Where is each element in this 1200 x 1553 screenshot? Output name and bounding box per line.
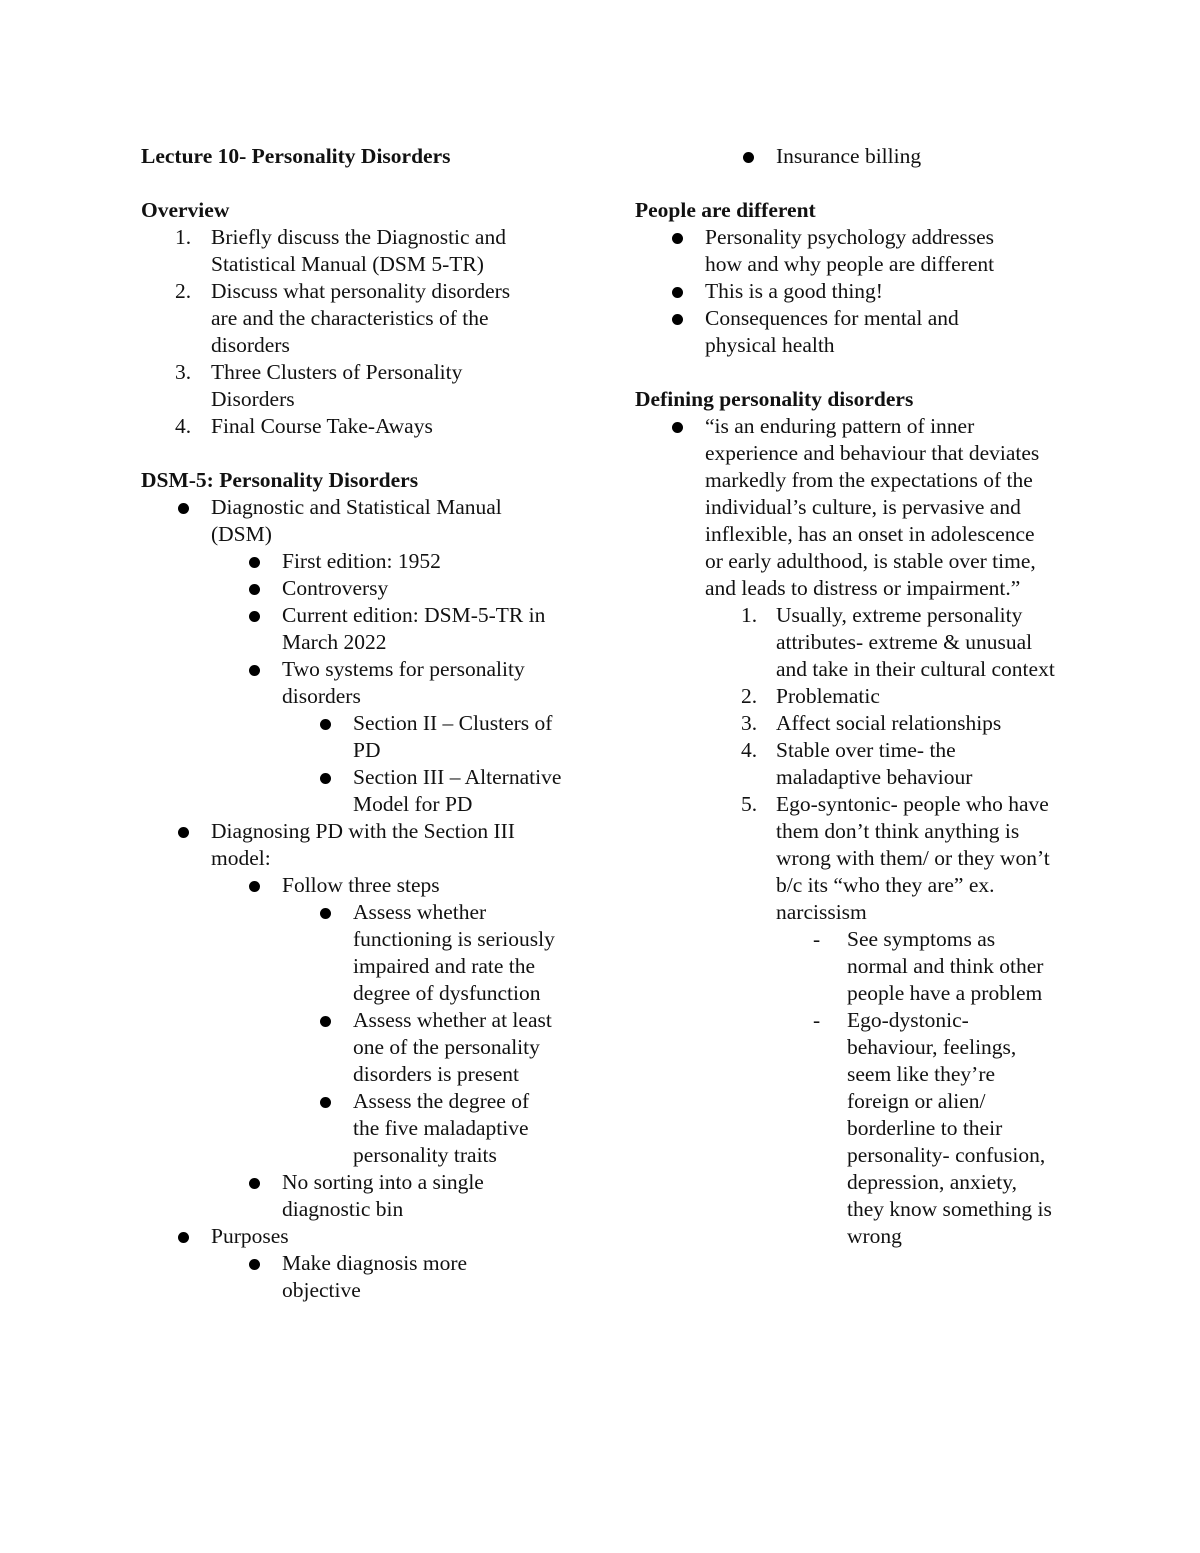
list-item [635,710,1075,737]
left-column [141,143,581,1304]
bullet-text: No sorting into a single diagnostic bin [282,1170,484,1221]
bullet-item [141,1250,581,1304]
bullet-icon [178,503,189,514]
list-number: 4. [175,414,192,438]
bullet-item [141,494,581,548]
page-title: Lecture 10- Personality Disorders [141,144,451,168]
list-item [635,791,1075,926]
list-item-text: Final Course Take-Aways [211,414,433,438]
bullet-item [141,1007,581,1088]
bullet-text: Section III – Alternative Model for PD [353,765,562,816]
bullet-item [635,413,1075,602]
list-number: 5. [741,792,758,816]
bullet-icon [249,1259,260,1270]
list-number: 3. [175,360,192,384]
bullet-text: Purposes [211,1224,289,1248]
bullet-item [141,548,581,575]
bullet-item [141,1088,581,1169]
bullet-text: First edition: 1952 [282,549,441,573]
list-number: 3. [741,711,758,735]
bullet-item [141,656,581,710]
bullet-text: Assess whether functioning is seriously impaired and rate the degree of dysfunction [353,900,555,1005]
bullet-text: Section II – Clusters of PD [353,711,553,762]
list-item-text: Usually, extreme personality attributes- extreme & unusual and take in their cultural context [776,603,1055,681]
dsm-heading: DSM-5: Personality Disorders [141,468,419,492]
bullet-icon [249,1178,260,1189]
bullet-icon [178,1232,189,1243]
bullet-icon [249,881,260,892]
dash-text: See symptoms as normal and think other people have a problem [847,927,1044,1005]
bullet-icon [672,422,683,433]
bullet-item [141,818,581,872]
list-number: 1. [175,225,192,249]
definition-quote: “is an enduring pattern of inner experience and behaviour that deviates markedly from the expectations of the individual’s culture, is pervasive and inflexible, has an onset in adolescence or early adulthood, is stable over time, and leads to distress or impairment.” [705,414,1040,600]
dash-icon: - [813,1008,821,1032]
list-item [635,737,1075,791]
list-item-text: Affect social relationships [776,711,1002,735]
bullet-icon [743,152,754,163]
bullet-text: Two systems for personality disorders [282,657,525,708]
list-number: 4. [741,738,758,762]
bullet-text: Consequences for mental and physical health [705,306,959,357]
bullet-item [635,224,1075,278]
bullet-item [635,278,1075,305]
list-item-text: Discuss what personality disorders are and the characteristics of the disorders [211,279,511,357]
bullet-icon [672,314,683,325]
list-item [141,413,581,440]
bullet-text: Assess whether at least one of the personality disorders is present [353,1008,552,1086]
overview-heading: Overview [141,198,230,222]
bullet-icon [320,773,331,784]
bullet-text: Personality psychology addresses how and why people are different [705,225,995,276]
list-item [141,278,581,359]
bullet-icon [320,1016,331,1027]
defining-heading: Defining personality disorders [635,387,914,411]
bullet-icon [320,908,331,919]
bullet-item [635,305,1075,359]
bullet-text: Controversy [282,576,389,600]
bullet-icon [249,584,260,595]
bullet-icon [320,719,331,730]
bullet-icon [672,287,683,298]
bullet-icon [249,611,260,622]
list-item [635,602,1075,683]
bullet-text: Follow three steps [282,873,440,897]
list-item-text: Problematic [776,684,880,708]
bullet-text: This is a good thing! [705,279,883,303]
bullet-item [141,575,581,602]
list-number: 2. [741,684,758,708]
list-item-text: Three Clusters of Personality Disorders [211,360,463,411]
list-item [141,359,581,413]
list-number: 1. [741,603,758,627]
list-item-text: Briefly discuss the Diagnostic and Statistical Manual (DSM 5-TR) [211,225,506,276]
list-item-text: Ego-syntonic- people who have them don’t think anything is wrong with them/ or they won’t b/c its “who they are” ex. narcissism [776,792,1050,924]
bullet-icon [178,827,189,838]
bullet-item [635,143,1075,170]
bullet-item [141,602,581,656]
list-item [141,224,581,278]
bullet-item [141,710,581,764]
bullet-text: Diagnostic and Statistical Manual (DSM) [211,495,502,546]
bullet-text: Diagnosing PD with the Section III model: [211,819,515,870]
bullet-item [141,764,581,818]
bullet-item [141,1169,581,1223]
dash-item [635,926,1075,1007]
bullet-text: Assess the degree of the five maladaptive personality traits [353,1089,530,1167]
dash-icon: - [813,927,821,951]
bullet-icon [320,1097,331,1108]
bullet-text: Insurance billing [776,144,922,168]
bullet-item [141,1223,581,1250]
bullet-item [141,872,581,899]
bullet-icon [249,557,260,568]
dash-item [635,1007,1075,1250]
right-column [635,143,1075,1250]
list-number: 2. [175,279,192,303]
bullet-icon [249,665,260,676]
bullet-icon [672,233,683,244]
dash-text: Ego-dystonic- behaviour, feelings, seem like they’re foreign or alien/ borderline to their personality- confusion, depression, anxiety, they know something is wrong [847,1008,1052,1248]
bullet-text: Current edition: DSM-5-TR in March 2022 [282,603,546,654]
list-item-text: Stable over time- the maladaptive behaviour [776,738,973,789]
bullet-text: Make diagnosis more objective [282,1251,468,1302]
people-heading: People are different [635,198,816,222]
bullet-item [141,899,581,1007]
list-item [635,683,1075,710]
